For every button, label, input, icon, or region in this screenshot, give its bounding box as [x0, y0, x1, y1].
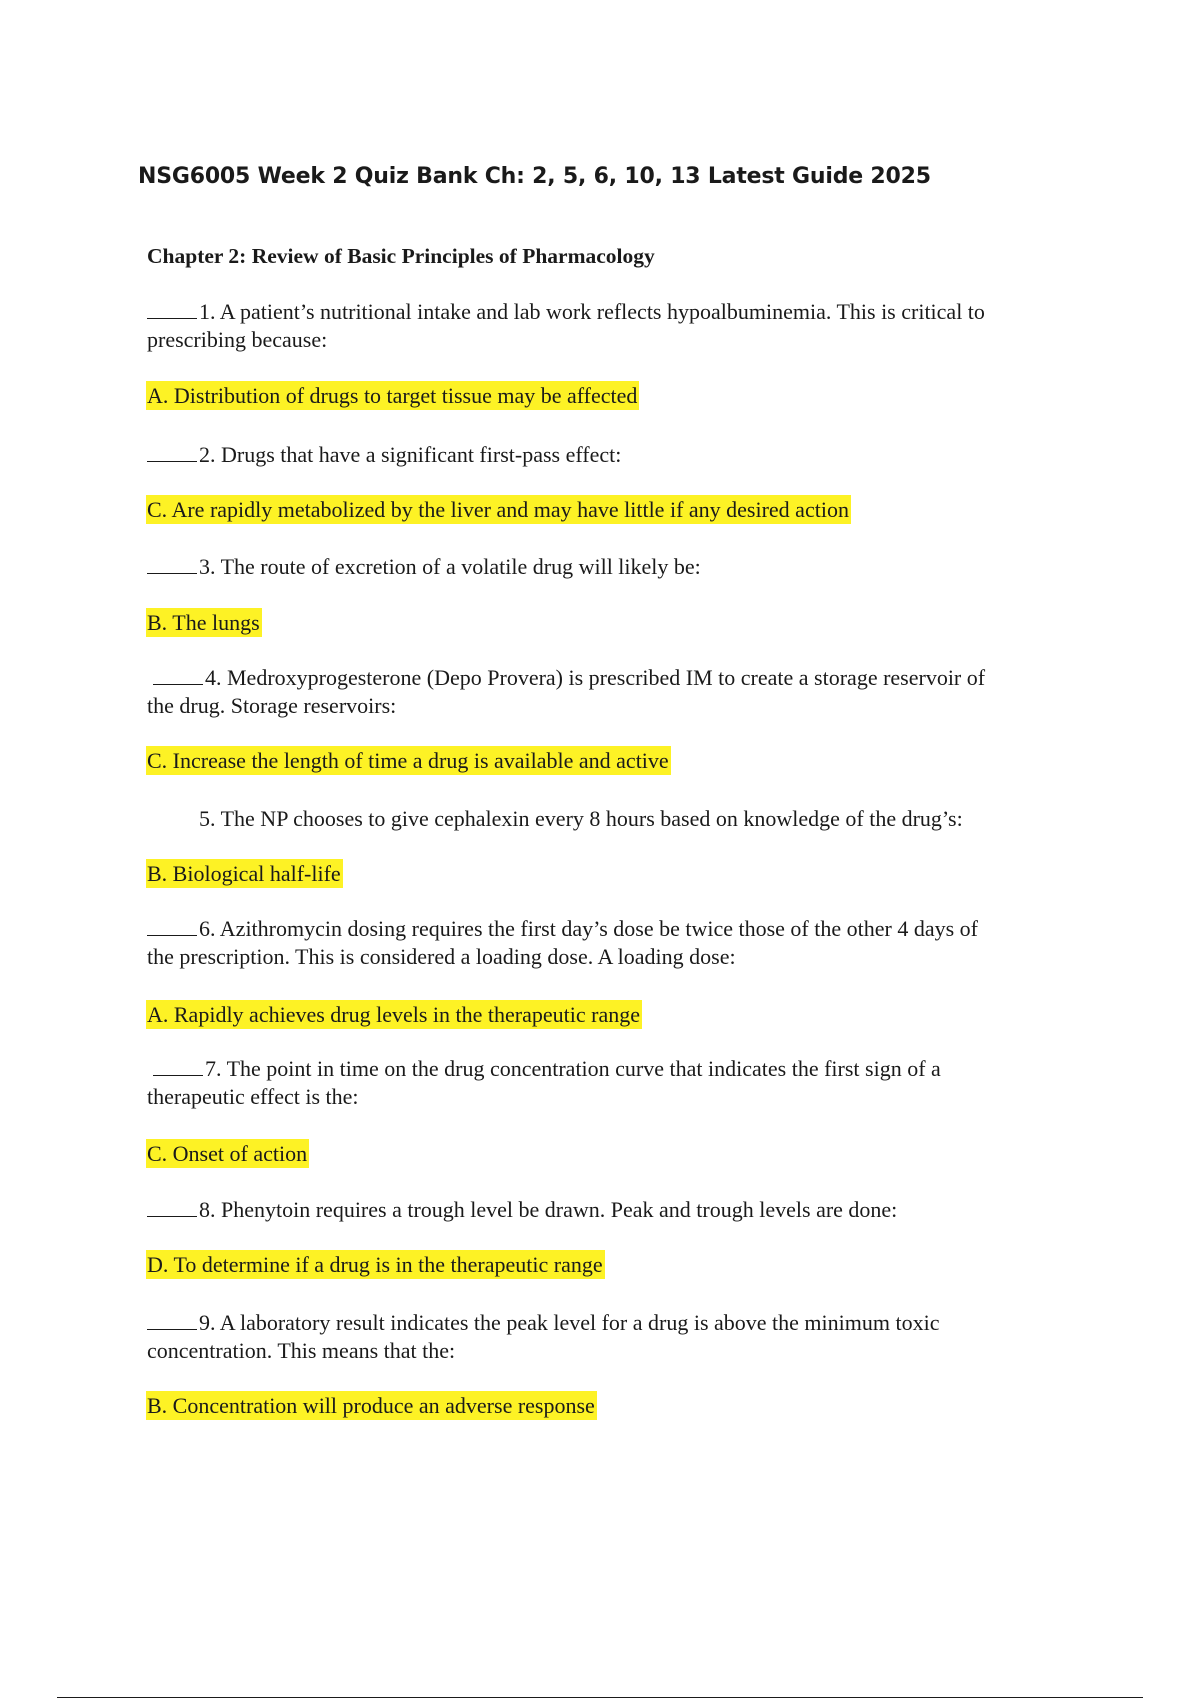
answer-1: [146, 382, 639, 410]
chapter-heading: Chapter 2: Review of Basic Principles of Pharmacology: [147, 244, 655, 268]
answer-blank: [147, 1311, 197, 1330]
question-text: 4. Medroxyprogesterone (Depo Provera) is prescribed IM to create a storage reservoir of: [205, 665, 986, 690]
question-text: 6. Azithromycin dosing requires the first day’s dose be twice those of the other 4 days of: [199, 916, 978, 941]
question-3: [147, 553, 701, 581]
question-7-line-2: therapeutic effect is the:: [147, 1084, 359, 1109]
question-9-line-1: [147, 1309, 939, 1337]
question-1-line-1: [147, 298, 985, 326]
answer-9: [146, 1392, 597, 1420]
highlighted-answer: D. To determine if a drug is in the therapeutic range: [147, 1252, 603, 1277]
answer-blank: [147, 917, 197, 936]
question-text: 5. The NP chooses to give cephalexin every 8 hours based on knowledge of the drug’s:: [199, 806, 963, 831]
answer-5: [146, 860, 343, 888]
answer-6: [146, 1001, 642, 1029]
question-text: 8. Phenytoin requires a trough level be drawn. Peak and trough levels are done:: [199, 1197, 898, 1222]
question-text: 9. A laboratory result indicates the peak level for a drug is above the minimum toxic: [199, 1310, 940, 1335]
question-1: [147, 298, 985, 354]
highlighted-answer: B. Biological half-life: [147, 861, 341, 886]
question-6-line-2: the prescription. This is considered a loading dose. A loading dose:: [147, 944, 736, 969]
highlighted-answer: A. Rapidly achieves drug levels in the therapeutic range: [147, 1002, 640, 1027]
question-9: [147, 1309, 939, 1365]
question-text: 7. The point in time on the drug concentration curve that indicates the first sign of a: [205, 1056, 941, 1081]
document-title: NSG6005 Week 2 Quiz Bank Ch: 2, 5, 6, 10, 13 Latest Guide 2025: [138, 164, 931, 189]
answer-3: [146, 609, 262, 637]
highlighted-answer: B. The lungs: [147, 610, 260, 635]
answer-blank: [147, 1198, 197, 1217]
answer-2: [146, 496, 851, 524]
question-text: 2. Drugs that have a significant first-pass effect:: [199, 442, 622, 467]
answer-blank: [147, 807, 197, 826]
question-2: [147, 441, 621, 469]
question-4-line-2: the drug. Storage reservoirs:: [147, 693, 397, 718]
answer-8: [146, 1251, 605, 1279]
highlighted-answer: C. Increase the length of time a drug is available and active: [147, 748, 669, 773]
question-7: [147, 1055, 941, 1111]
question-4: [147, 664, 985, 720]
highlighted-answer: B. Concentration will produce an adverse response: [147, 1393, 595, 1418]
answer-blank: [147, 555, 197, 574]
highlighted-answer: C. Are rapidly metabolized by the liver and may have little if any desired action: [147, 497, 849, 522]
question-9-line-2: concentration. This means that the:: [147, 1338, 456, 1363]
question-5-line-1: [147, 805, 963, 833]
answer-7: [146, 1140, 309, 1168]
question-text: 3. The route of excretion of a volatile drug will likely be:: [199, 554, 701, 579]
footer-rule: [57, 1697, 1143, 1698]
question-text: 1. A patient’s nutritional intake and lab work reflects hypoalbuminemia. This is critical to: [199, 299, 985, 324]
answer-blank: [153, 1057, 203, 1076]
question-3-line-1: [147, 553, 701, 581]
question-8: [147, 1196, 897, 1224]
question-1-line-2: prescribing because:: [147, 327, 328, 352]
answer-blank: [147, 300, 197, 319]
answer-4: [146, 747, 671, 775]
answer-blank: [147, 443, 197, 462]
question-6: [147, 915, 978, 971]
highlighted-answer: A. Distribution of drugs to target tissue may be affected: [147, 383, 638, 408]
answer-blank: [153, 666, 203, 685]
question-5: [147, 805, 963, 833]
highlighted-answer: C. Onset of action: [147, 1141, 308, 1166]
question-8-line-1: [147, 1196, 897, 1224]
question-4-line-1: [147, 664, 985, 692]
question-2-line-1: [147, 441, 621, 469]
question-7-line-1: [147, 1055, 941, 1083]
question-6-line-1: [147, 915, 978, 943]
